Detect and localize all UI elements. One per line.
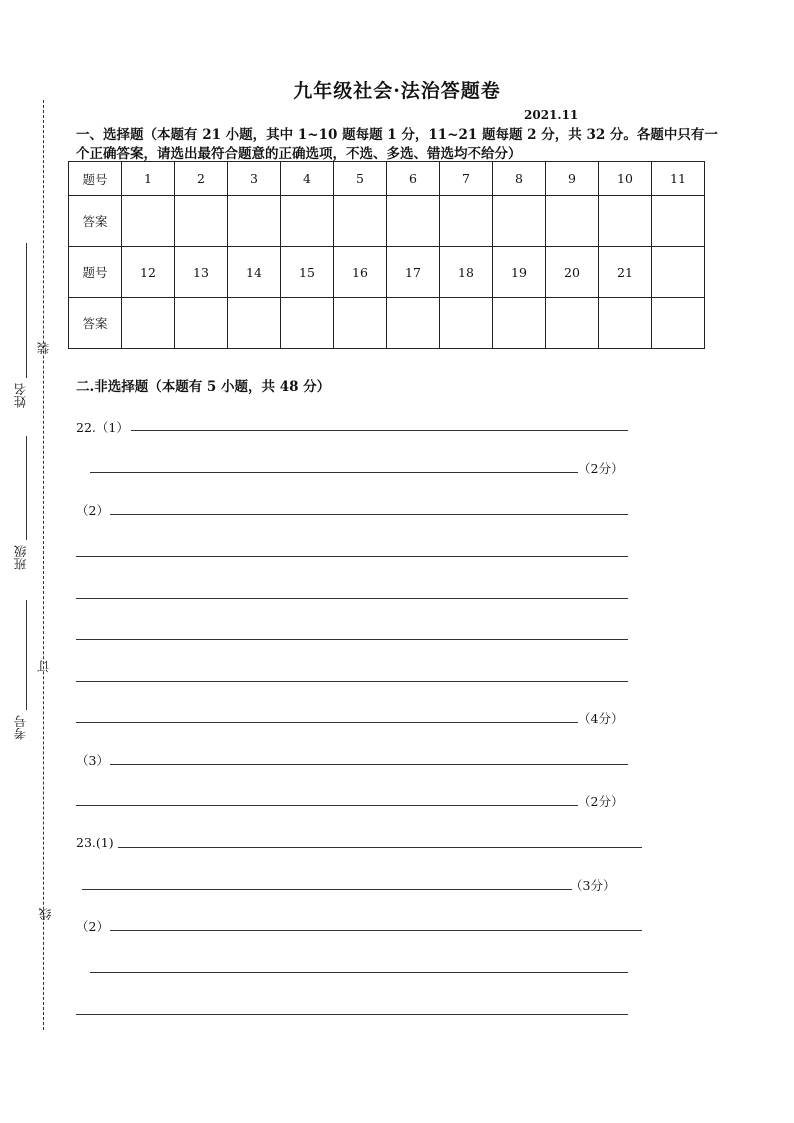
question-number: 5	[334, 162, 387, 196]
class-label: 班级	[13, 545, 28, 570]
q22-1-score: （2分）	[578, 461, 624, 476]
answer-line[interactable]	[110, 930, 642, 931]
q22-2-label: （2）	[76, 503, 109, 518]
section1-instructions: 一、选择题（本题有 21 小题，其中 1~10 题每题 1 分，11~21 题每题 2 分，共 32 分。各题中只有一个正确答案，请选出最符合题意的正确选项，不选、多选、错选均不给分）	[76, 127, 718, 162]
answer-cell[interactable]	[652, 196, 705, 247]
row-label-answer: 答案	[69, 196, 122, 247]
answer-cell[interactable]	[228, 298, 281, 349]
answer-line[interactable]	[118, 847, 642, 848]
answer-row-2	[69, 298, 705, 349]
answer-cell[interactable]	[334, 196, 387, 247]
question-number: 20	[546, 247, 599, 298]
binding-xian: 线	[38, 908, 53, 921]
question-number: 9	[546, 162, 599, 196]
answer-cell[interactable]	[599, 298, 652, 349]
answer-cell[interactable]	[387, 298, 440, 349]
question-number-row-1	[69, 162, 705, 196]
answer-cell[interactable]	[599, 196, 652, 247]
answer-line[interactable]	[90, 472, 578, 473]
answer-line[interactable]	[110, 764, 628, 765]
exam-no-label: 考号	[13, 715, 28, 740]
row-label-question: 题号	[69, 162, 122, 196]
question-number: 16	[334, 247, 387, 298]
answer-cell[interactable]	[175, 196, 228, 247]
answer-line[interactable]	[131, 430, 628, 431]
page-title: 九年级社会·法治答题卷	[293, 80, 501, 102]
question-number: 15	[281, 247, 334, 298]
name-label: 姓名	[13, 383, 28, 408]
question-number: 8	[493, 162, 546, 196]
question-number: 13	[175, 247, 228, 298]
answer-line[interactable]	[76, 1014, 628, 1015]
question-number: 7	[440, 162, 493, 196]
exam-date: 2021.11	[524, 108, 579, 122]
question-number: 12	[122, 247, 175, 298]
question-number-row-2	[69, 247, 705, 298]
q23-1-label: 23.(1)	[76, 835, 114, 850]
answer-line[interactable]	[82, 889, 572, 890]
question-number: 4	[281, 162, 334, 196]
q23-2-label: （2）	[76, 919, 109, 934]
answer-cell[interactable]	[281, 298, 334, 349]
answer-line[interactable]	[76, 639, 628, 640]
answer-line[interactable]	[110, 514, 628, 515]
question-number: 10	[599, 162, 652, 196]
binding-ding: 订	[36, 660, 51, 673]
class-field[interactable]	[26, 436, 27, 540]
answer-line[interactable]	[76, 681, 628, 682]
answer-line[interactable]	[76, 722, 578, 723]
q22-3-score: （2分）	[578, 794, 624, 809]
answer-cell[interactable]	[652, 298, 705, 349]
binding-dashed-line	[43, 100, 44, 1030]
answer-cell[interactable]	[493, 196, 546, 247]
row-label-question: 题号	[69, 247, 122, 298]
question-number	[652, 247, 705, 298]
question-number: 14	[228, 247, 281, 298]
answer-cell[interactable]	[334, 298, 387, 349]
question-number: 1	[122, 162, 175, 196]
answer-line[interactable]	[76, 598, 628, 599]
q23-1-score: （3分）	[570, 878, 616, 893]
answer-cell[interactable]	[546, 196, 599, 247]
question-number: 21	[599, 247, 652, 298]
answer-cell[interactable]	[122, 298, 175, 349]
answer-cell[interactable]	[440, 298, 493, 349]
answer-cell[interactable]	[281, 196, 334, 247]
q22-2-score: （4分）	[578, 711, 624, 726]
answer-cell[interactable]	[493, 298, 546, 349]
answer-cell[interactable]	[122, 196, 175, 247]
question-number: 6	[387, 162, 440, 196]
question-number: 19	[493, 247, 546, 298]
answer-grid	[68, 161, 705, 349]
binding-zhuang: 装	[36, 342, 51, 355]
section2-heading: 二.非选择题（本题有 5 小题，共 48 分）	[76, 379, 331, 395]
name-field[interactable]	[26, 243, 27, 378]
question-number: 2	[175, 162, 228, 196]
question-number: 11	[652, 162, 705, 196]
answer-line[interactable]	[90, 972, 628, 973]
answer-line[interactable]	[76, 805, 578, 806]
row-label-answer: 答案	[69, 298, 122, 349]
question-number: 3	[228, 162, 281, 196]
answer-cell[interactable]	[387, 196, 440, 247]
q22-3-label: （3）	[76, 753, 109, 768]
answer-line[interactable]	[76, 556, 628, 557]
answer-cell[interactable]	[175, 298, 228, 349]
answer-cell[interactable]	[228, 196, 281, 247]
question-number: 17	[387, 247, 440, 298]
answer-row-1	[69, 196, 705, 247]
answer-cell[interactable]	[440, 196, 493, 247]
exam-no-field[interactable]	[26, 600, 27, 710]
question-number: 18	[440, 247, 493, 298]
answer-cell[interactable]	[546, 298, 599, 349]
q22-1-label: 22.（1）	[76, 420, 129, 435]
